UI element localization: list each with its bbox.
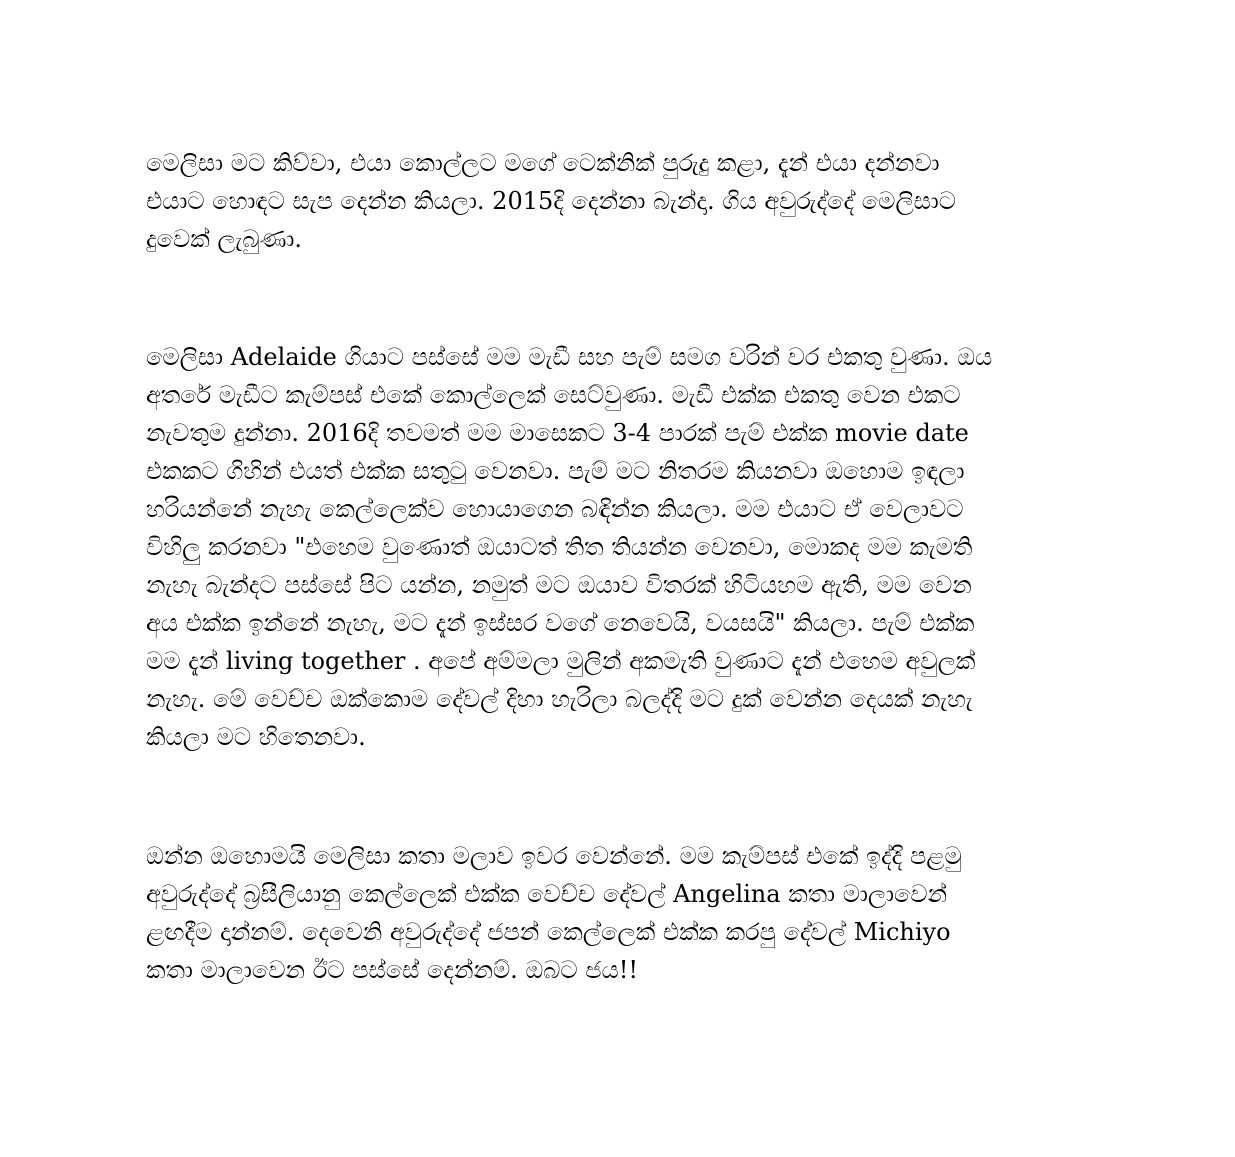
text-line: මෙලිසා මට කිව්වා, එයා කොල්ලට මගේ ටෙක්නික් පුරුදු කළා, දැන් එයා දන්නවා (146, 149, 940, 177)
text-line (146, 756, 1086, 794)
text-line: දුවෙක් ලැබුණා. (146, 225, 303, 253)
text-line: හරියන්නේ නැහැ කෙල්ලෙක්ව හොයාගෙන බඳින්න කියලා. මම එයාට ඒ වෙලාවට (146, 495, 964, 523)
text-line: මෙලිසා Adelaide ගියාට පස්සේ මම මැඩී සහ පැම් සමග වරින් වර එකතු වුණා. ඔය (146, 343, 993, 371)
text-line: ඔන්න ඔහොමයි මෙලිසා කතා මලාව ඉවර වෙන්නේ. මම කැම්පස් එකේ ඉද්දි පළමු (146, 842, 962, 870)
text-line: එයාට හොඳට සැප දෙන්න කියලා. 2015දි දෙන්නා බැන්දා. ගිය අවුරුද්දේ මෙලිසාට (146, 187, 957, 215)
text-line: විහිලු කරනවා "එහෙම වුණොත් ඔයාටත් තිත තියන්න වෙනවා, මොකද මම කැමති (146, 533, 973, 561)
text-line: අවුරුද්දේ බ්‍රසීලියානු කෙල්ලෙක් එක්ක වෙච්ච දේවල් Angelina කතා මාලාවෙන් (146, 880, 948, 908)
paragraph-3 (146, 837, 1086, 989)
text-line: මම දැන් living together . අපේ අම්මලා මුලින් අකමැති වුණාට දැන් එහෙම අවුලක් (146, 647, 976, 675)
text-line: කතා මාලාවෙන ඊට පස්සේ දෙන්නම්. ඔබට ජය!! (146, 956, 639, 984)
paragraph-1 (146, 144, 1086, 258)
text-line: ළඟදීම දාන්නම්. දෙවෙනි අවුරුද්දේ ජපන් කෙල්ලෙක් එක්ක කරපු දේවල් Michiyo (146, 918, 951, 946)
paragraph-2 (146, 338, 1086, 794)
text-line: කියලා මට හිතෙනවා. (146, 723, 366, 751)
text-line: එකකට ගිහින් එයත් එක්ක සතුටු වෙනවා. පැම් මට නිතරම කියනවා ඔහොම ඉඳලා (146, 457, 965, 485)
text-line: නැහැ බැන්දට පස්සේ පිට යන්න, නමුත් මට ඔයාව විතරක් හිටියහම ඇති, මම වෙන (146, 571, 972, 599)
text-line: අතරේ මැඩීට කැම්පස් එකේ කොල්ලෙක් සෙට්වුණා. මැඩී එක්ක එකතු වෙන එකට (146, 381, 961, 409)
text-line: නැහැ. මේ වෙච්ච ඔක්කොම දේවල් දිහා හැරිලා බලද්දි මට දුක් වෙන්න දෙයක් නැහැ (146, 685, 973, 713)
text-line: අය එක්ක ඉන්නේ නැහැ, මට දැන් ඉස්සර වගේ නෙවෙයි, වයසයි" කියලා. පැම් එක්ක (146, 609, 975, 637)
text-line: නැවතුම දුන්නා. 2016දි තවමත් මම මාසෙකට 3-4 පාරක් පැම් එක්ක movie date (146, 419, 969, 447)
